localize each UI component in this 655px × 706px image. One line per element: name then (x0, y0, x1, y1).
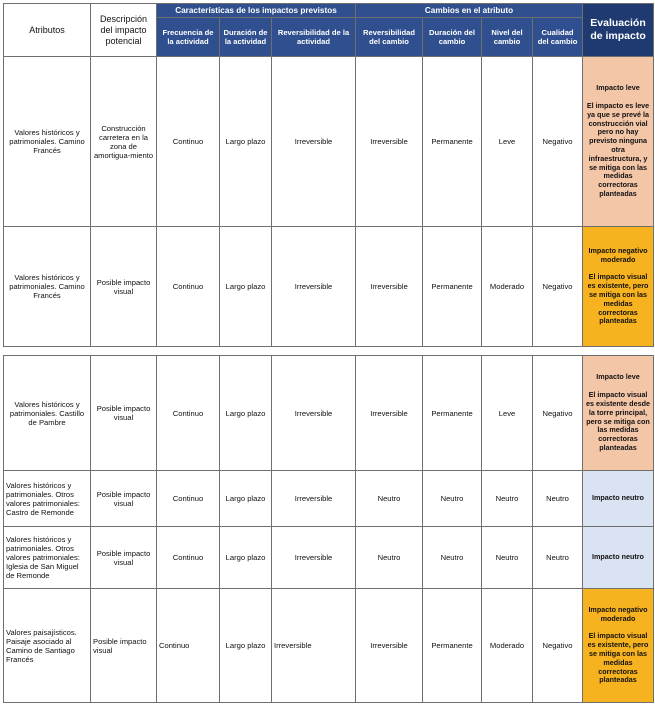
reversibilidad-actividad-cell: Irreversible (272, 57, 356, 227)
evaluacion-title: Impacto negativo moderado (588, 245, 648, 264)
nivel-cell: Leve (482, 356, 533, 471)
duracion-cambio-cell: Permanente (423, 57, 482, 227)
cualidad-cell: Negativo (533, 589, 583, 703)
frecuencia-cell: Continuo (157, 227, 220, 347)
duracion-actividad-cell: Largo plazo (220, 527, 272, 589)
cualidad-cell: Negativo (533, 227, 583, 347)
atributo-cell: Valores históricos y patrimoniales. Otros valores patrimoniales: Castro de Remonde (4, 471, 91, 527)
table-row (4, 589, 654, 703)
cualidad-cell: Neutro (533, 471, 583, 527)
table-row (4, 227, 654, 347)
nivel-cell: Leve (482, 57, 533, 227)
duracion-actividad-cell: Largo plazo (220, 57, 272, 227)
descripcion-cell: Posible impacto visual (91, 589, 157, 703)
evaluacion-cell (583, 471, 654, 527)
evaluacion-cell (583, 589, 654, 703)
header-nivel-cambio: Nivel del cambio (482, 18, 533, 57)
header-duracion-actividad: Duración de la actividad (220, 18, 272, 57)
nivel-cell: Neutro (482, 471, 533, 527)
descripcion-cell: Posible impacto visual (91, 227, 157, 347)
duracion-actividad-cell: Largo plazo (220, 227, 272, 347)
duracion-actividad-cell: Largo plazo (220, 356, 272, 471)
duracion-cambio-cell: Neutro (423, 527, 482, 589)
duracion-cambio-cell: Neutro (423, 471, 482, 527)
descripcion-cell: Construcción carretera en la zona de amortigua-miento (91, 57, 157, 227)
evaluacion-title: Impacto leve (596, 372, 640, 382)
duracion-actividad-cell: Largo plazo (220, 471, 272, 527)
duracion-actividad-cell: Largo plazo (220, 589, 272, 703)
duracion-cambio-cell: Permanente (423, 227, 482, 347)
table-row (4, 57, 654, 227)
descripcion-cell: Posible impacto visual (91, 527, 157, 589)
evaluacion-cell (583, 527, 654, 589)
evaluacion-body: El impacto visual es existente desde la torre principal, pero se mitiga con las medidas correctoras planteadas (586, 390, 650, 452)
header-reversibilidad-cambio: Reversibilidad del cambio (356, 18, 423, 57)
evaluacion-title: Impacto negativo moderado (588, 604, 648, 623)
header-cualidad-cambio: Cualidad del cambio (533, 18, 583, 57)
header-reversibilidad-actividad: Reversibilidad de la actividad (272, 18, 356, 57)
reversibilidad-actividad-cell: Irreversible (272, 589, 356, 703)
frecuencia-cell: Continuo (157, 527, 220, 589)
frecuencia-cell: Continuo (157, 589, 220, 703)
duracion-cambio-cell: Permanente (423, 356, 482, 471)
reversibilidad-actividad-cell: Irreversible (272, 527, 356, 589)
evaluacion-cell (583, 227, 654, 347)
nivel-cell: Moderado (482, 227, 533, 347)
evaluacion-cell (583, 356, 654, 471)
reversibilidad-cambio-cell: Irreversible (356, 589, 423, 703)
reversibilidad-actividad-cell: Irreversible (272, 356, 356, 471)
frecuencia-cell: Continuo (157, 471, 220, 527)
table-row (4, 356, 654, 471)
descripcion-cell: Posible impacto visual (91, 356, 157, 471)
evaluacion-cell (583, 57, 654, 227)
header-evaluacion: Evaluación de impacto (583, 4, 654, 57)
cualidad-cell: Negativo (533, 356, 583, 471)
reversibilidad-actividad-cell: Irreversible (272, 471, 356, 527)
reversibilidad-actividad-cell: Irreversible (272, 227, 356, 347)
descripcion-cell: Posible impacto visual (91, 471, 157, 527)
nivel-cell: Neutro (482, 527, 533, 589)
reversibilidad-cambio-cell: Neutro (356, 471, 423, 527)
nivel-cell: Moderado (482, 589, 533, 703)
table-row (4, 471, 654, 527)
header-atributos: Atributos (4, 4, 91, 57)
atributo-cell: Valores históricos y patrimoniales. Otros valores patrimoniales: Iglesia de San Miguel de Remonde (4, 527, 91, 589)
evaluacion-body: El impacto visual es existente, pero se mitiga con las medidas correctoras planteadas (587, 272, 649, 326)
evaluacion-title: Impacto leve (596, 83, 640, 93)
atributo-cell: Valores paisajísticos. Paisaje asociado al Camino de Santiago Francés (4, 589, 91, 703)
impact-table-top (3, 3, 654, 347)
frecuencia-cell: Continuo (157, 356, 220, 471)
atributo-cell: Valores históricos y patrimoniales. Castillo de Pambre (4, 356, 91, 471)
atributo-cell: Valores históricos y patrimoniales. Camino Francés (4, 57, 91, 227)
reversibilidad-cambio-cell: Irreversible (356, 227, 423, 347)
header-descripcion: Descripción del impacto potencial (91, 4, 157, 57)
atributo-cell: Valores históricos y patrimoniales. Camino Francés (4, 227, 91, 347)
header-cambios: Cambios en el atributo (356, 4, 583, 18)
impact-table-bottom (3, 355, 654, 703)
header-frecuencia: Frecuencia de la actividad (157, 18, 220, 57)
cualidad-cell: Negativo (533, 57, 583, 227)
reversibilidad-cambio-cell: Irreversible (356, 57, 423, 227)
reversibilidad-cambio-cell: Neutro (356, 527, 423, 589)
frecuencia-cell: Continuo (157, 57, 220, 227)
evaluacion-body: El impacto visual es existente, pero se mitiga con las medidas correctoras planteadas (587, 631, 649, 685)
header-duracion-cambio: Duración del cambio (423, 18, 482, 57)
reversibilidad-cambio-cell: Irreversible (356, 356, 423, 471)
evaluacion-title: Impacto neutro (592, 552, 644, 562)
duracion-cambio-cell: Permanente (423, 589, 482, 703)
evaluacion-body: El impacto es leve ya que se prevé la construcción vial pero no hay previsto ninguna otra infraestructura, y se mitiga con las medidas correctoras planteadas (586, 101, 650, 198)
cualidad-cell: Neutro (533, 527, 583, 589)
header-caracteristicas: Características de los impactos previstos (157, 4, 356, 18)
evaluacion-title: Impacto neutro (592, 493, 644, 503)
table-row (4, 527, 654, 589)
